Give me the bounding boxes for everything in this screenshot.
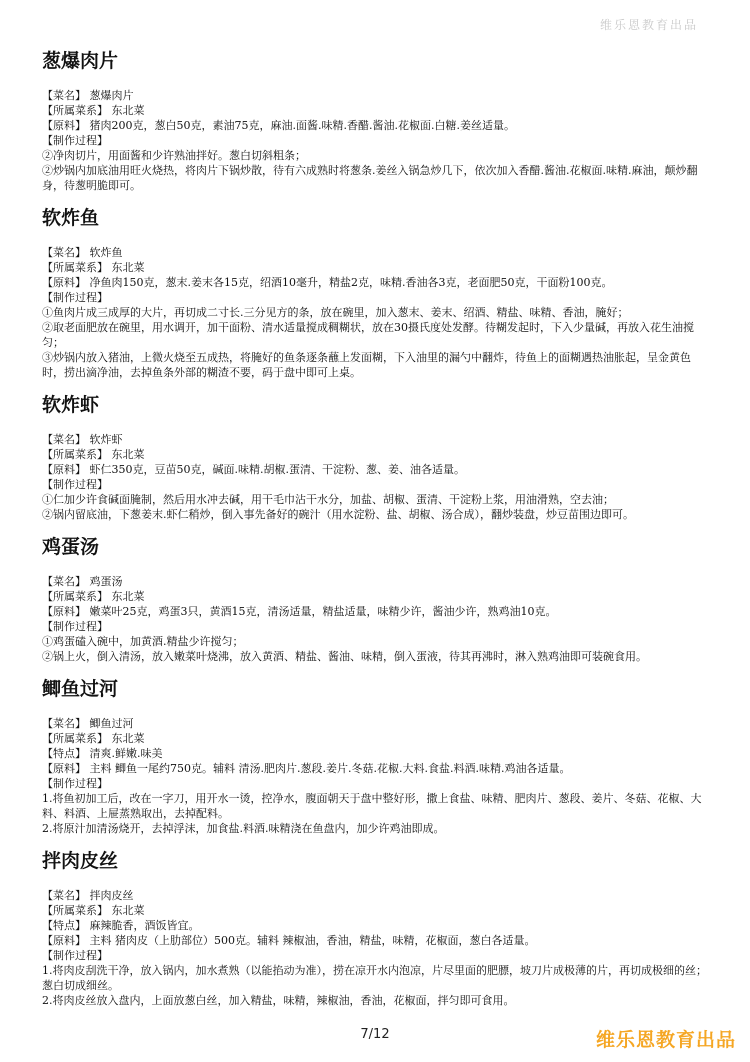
recipe-section (42, 205, 708, 380)
recipe-line: 1.将肉皮刮洗干净，放入锅内，加水煮熟（以能掐动为准），捞在凉开水内泡凉，片尽里面的肥膘，坡刀片成极薄的片，再切成极细的丝；葱白切成细丝。 (42, 964, 707, 992)
recipe-line: 【原料】 嫩菜叶25克，鸡蛋3只，黄酒15克，清汤适量，精盐适量，味精少许，酱油少许，熟鸡油10克。 (42, 605, 557, 618)
recipe-line: 【制作过程】 (42, 134, 108, 147)
page-number: 7/12 (360, 1027, 390, 1042)
recipe-title: 软炸虾 (42, 394, 100, 416)
recipe-line: 【菜名】 鲫鱼过河 (42, 717, 134, 730)
recipe-section (42, 848, 708, 1008)
recipe-line: 【所属菜系】 东北菜 (42, 904, 145, 917)
recipe-line: 【制作过程】 (42, 777, 108, 790)
recipe-title: 拌肉皮丝 (42, 850, 119, 872)
recipe-line: 【特点】 麻辣脆香，酒饭皆宜。 (42, 919, 200, 932)
recipe-section (42, 392, 708, 522)
recipe-title: 葱爆肉片 (42, 50, 119, 72)
recipe-line: 2.将肉皮丝放入盘内，上面放葱白丝，加入精盐，味精，辣椒油，香油，花椒面，拌匀即可食用。 (42, 994, 515, 1007)
recipe-line: ②净肉切片，用面酱和少许熟油拌好。葱白切斜粗条； (42, 149, 306, 162)
recipe-title: 鲫鱼过河 (42, 678, 119, 700)
recipe-line: ①仁加少许食碱面腌制，然后用水冲去碱，用干毛巾沾干水分，加盐、胡椒、蛋清、干淀粉上浆，用油滑熟，空去油； (42, 493, 614, 506)
recipe-line: ③炒锅内放入猪油，上微火烧至五成热，将腌好的鱼条逐条蘸上发面糊，下入油里的漏勺中翻炸，待鱼上的面糊遇热油胀起，呈金黄色时，捞出滴净油，去掉鱼条外部的糊渣不要，码于盘中即可上桌。 (42, 351, 691, 379)
recipe-line: 【所属菜系】 东北菜 (42, 104, 145, 117)
recipe-line: 【原料】 猪肉200克，葱白50克，素油75克，麻油.面酱.味精.香醋.酱油.花椒面.白糖.姜丝适量。 (42, 119, 515, 132)
recipe-line: 【制作过程】 (42, 949, 108, 962)
recipe-line: 【原料】 主料 鲫鱼一尾约750克。辅料 清汤.肥肉片.葱段.姜片.冬菇.花椒.大料.食盐.料酒.味精.鸡油各适量。 (42, 762, 571, 775)
recipe-line: 【所属菜系】 东北菜 (42, 261, 145, 274)
recipe-line: 【原料】 净鱼肉150克，葱末.姜末各15克，绍酒10毫升，精盐2克，味精.香油各3克，老面肥50克，干面粉100克。 (42, 276, 613, 289)
recipe-line: 【所属菜系】 东北菜 (42, 448, 145, 461)
recipe-line: 【原料】 虾仁350克，豆苗50克，碱面.味精.胡椒.蛋清、干淀粉、葱、姜、油各适量。 (42, 463, 465, 476)
recipe-line: ②取老面肥放在碗里，用水调开，加干面粉、清水适量搅成稠糊状，放在30摄氏度处发酵。待糊发起时，下入少量碱，再放入花生油搅匀； (42, 321, 694, 349)
recipe-line: ①鸡蛋磕入碗中，加黄酒.精盐少许搅匀； (42, 635, 244, 648)
recipe-line: 1.将鱼初加工后，改在一字刀，用开水一烫，控净水，腹面朝天于盘中整好形，撒上食盐、味精、肥肉片、葱段、姜片、冬菇、花椒、大料、料酒、上屉蒸熟取出，去掉配料。 (42, 792, 702, 820)
recipe-line: ②锅上火，倒入清汤，放入嫩菜叶烧沸，放入黄酒、精盐、酱油、味精，倒入蛋液，待其再沸时，淋入熟鸡油即可装碗食用。 (42, 650, 647, 663)
recipe-line: 【特点】 清爽.鲜嫩.味美 (42, 747, 163, 760)
recipe-line: 【菜名】 葱爆肉片 (42, 89, 134, 102)
recipe-line: 【制作过程】 (42, 620, 108, 633)
recipe-line: ①鱼肉片成三成厚的大片，再切成二寸长.三分见方的条，放在碗里，加入葱末、姜末、绍酒、精盐、味精、香油，腌好； (42, 306, 629, 319)
corner-watermark: 维乐恩教育出品 (595, 1029, 736, 1051)
recipe-line: 【制作过程】 (42, 291, 108, 304)
recipe-line: 【菜名】 鸡蛋汤 (42, 575, 123, 588)
recipe-section (42, 676, 708, 836)
recipe-line: 【原料】 主料 猪肉皮（上肋部位）500克。辅料 辣椒油，香油，精盐，味精，花椒面，葱白各适量。 (42, 934, 536, 947)
recipe-line: 【制作过程】 (42, 478, 108, 491)
recipe-line: 【所属菜系】 东北菜 (42, 732, 145, 745)
document-body (42, 48, 708, 1020)
header-watermark: 维乐恩教育出品 (599, 18, 698, 32)
recipe-title: 软炸鱼 (42, 207, 100, 229)
recipe-title: 鸡蛋汤 (42, 536, 100, 558)
recipe-line: 【菜名】 软炸鱼 (42, 246, 123, 259)
recipe-line: 【所属菜系】 东北菜 (42, 590, 145, 603)
recipe-line: 【菜名】 拌肉皮丝 (42, 889, 134, 902)
recipe-section (42, 534, 708, 664)
recipe-line: ②锅内留底油，下葱姜末.虾仁稍炒，倒入事先备好的碗汁（用水淀粉、盐、胡椒、汤合成），翻炒装盘，炒豆苗围边即可。 (42, 508, 634, 521)
recipe-line: 2.将原汁加清汤烧开，去掉浮沫，加食盐.料酒.味精浇在鱼盘内，加少许鸡油即成。 (42, 822, 445, 835)
recipe-line: 【菜名】 软炸虾 (42, 433, 123, 446)
recipe-section (42, 48, 708, 193)
recipe-line: ②炒锅内加底油用旺火烧热，将肉片下锅炒散，待有六成熟时将葱条.姜丝入锅急炒几下，依次加入香醋.酱油.花椒面.味精.麻油，颠炒翻身，待葱明脆即可。 (42, 164, 698, 192)
